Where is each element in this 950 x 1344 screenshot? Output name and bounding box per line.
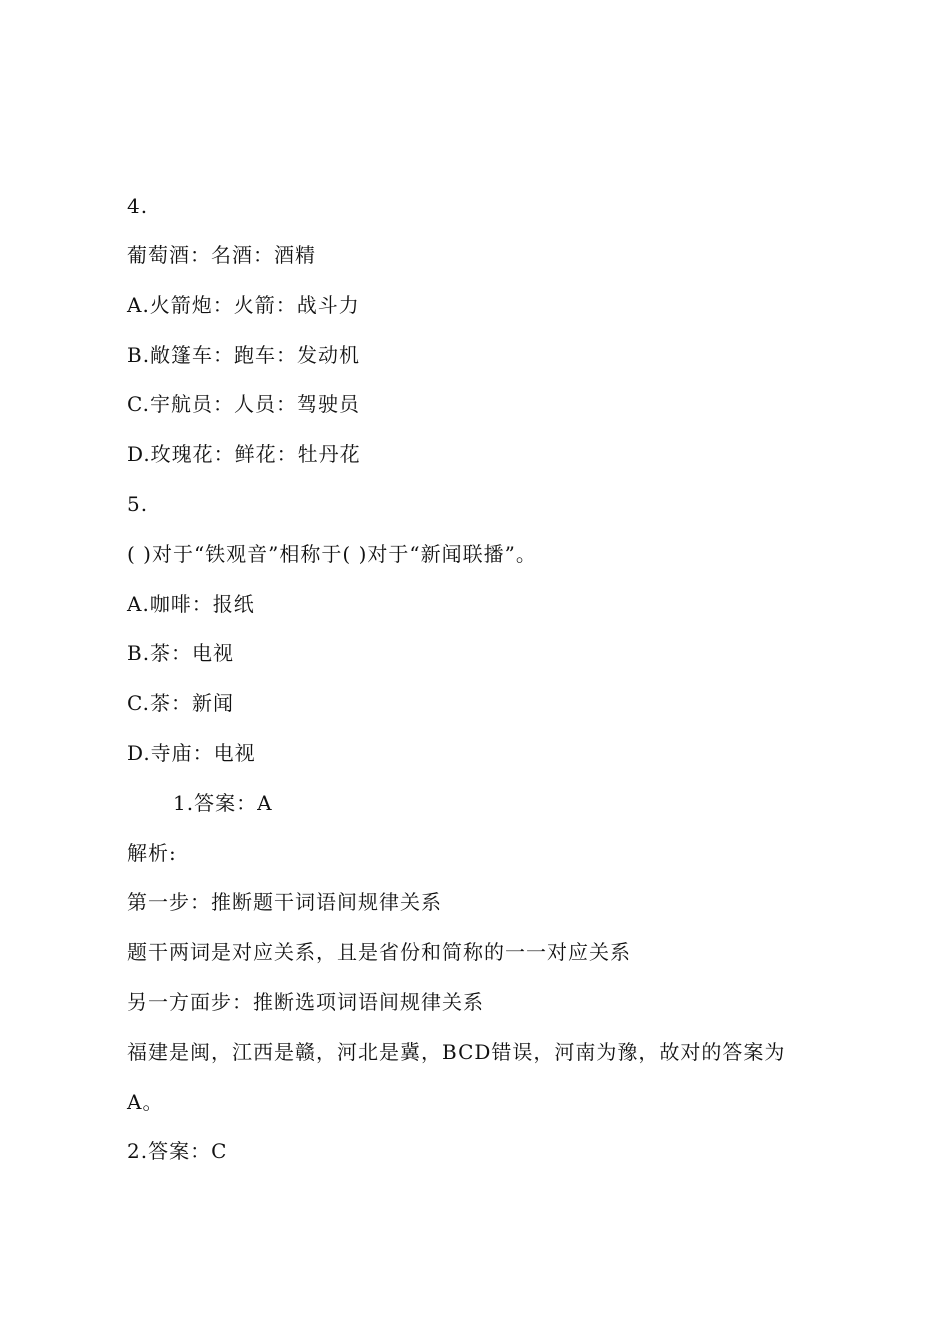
analysis-step-2: 另一方面步：推断选项词语间规律关系 [127, 990, 484, 1014]
analysis-label: 解析: [127, 841, 177, 865]
answer-1: 1.答案：A [173, 791, 273, 815]
question-number-4: 4. [127, 194, 149, 218]
analysis-step-1-detail: 题干两词是对应关系，且是省份和简称的一一对应关系 [127, 940, 631, 964]
question-5-option-c: C.茶：新闻 [127, 691, 234, 715]
question-number-5: 5. [127, 492, 149, 516]
question-5-stem: ( )对于“铁观音”相称于( )对于“新闻联播”。 [127, 542, 537, 566]
question-4-option-c: C.宇航员：人员：驾驶员 [127, 392, 360, 416]
analysis-conclusion: A。 [127, 1090, 164, 1114]
question-4-option-b: B.敞篷车：跑车：发动机 [127, 343, 361, 367]
answer-2: 2.答案：C [127, 1139, 228, 1163]
question-5-option-a: A.咖啡：报纸 [127, 592, 255, 616]
question-5-option-d: D.寺庙：电视 [127, 741, 256, 765]
analysis-step-1: 第一步：推断题干词语间规律关系 [127, 890, 442, 914]
question-4-option-a: A.火箭炮：火箭：战斗力 [127, 293, 360, 317]
analysis-step-2-detail: 福建是闽，江西是赣，河北是冀，BCD错误，河南为豫，故对的答案为 [127, 1040, 786, 1064]
question-4-option-d: D.玫瑰花：鲜花：牡丹花 [127, 442, 361, 466]
question-5-option-b: B.茶：电视 [127, 641, 235, 665]
question-4-stem: 葡萄酒：名酒：酒精 [127, 243, 316, 267]
